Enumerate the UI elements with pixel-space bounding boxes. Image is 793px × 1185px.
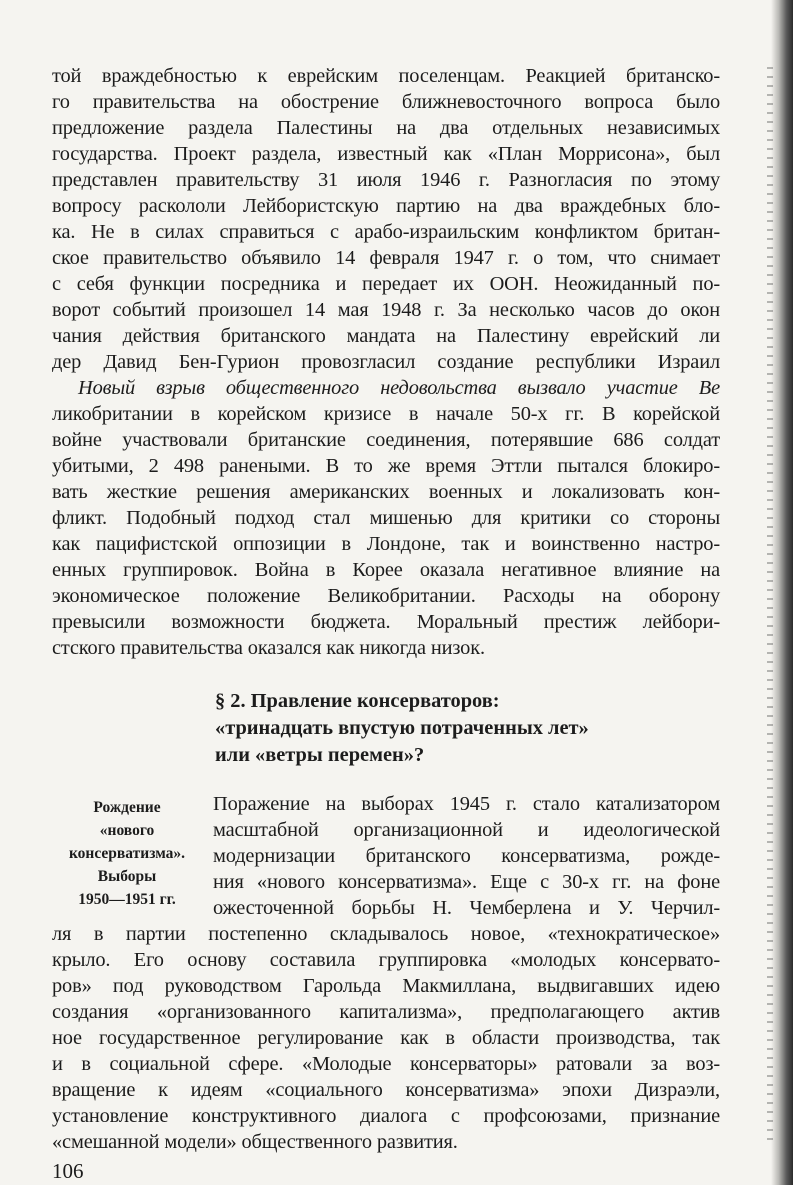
text-line: вопросу раскололи Лейбористскую партию на два враждебных бло- — [52, 195, 720, 217]
margin-note-line: Выборы — [97, 868, 157, 885]
text-line: ское правительство объявило 14 февраля 1947 г. о том, что снимает — [52, 247, 720, 269]
heading-line: «тринадцать впустую потраченных лет» — [215, 717, 589, 739]
text-line: стского правительства оказался как никогда низок. — [52, 637, 485, 659]
text-line: вращение к идеям «социального консерватизма» эпохи Дизраэли, — [52, 1079, 720, 1101]
margin-note-line: консерватизма». — [68, 845, 186, 862]
text-line: ров» под руководством Гарольда Макмиллана, выдвигавших идею — [52, 975, 720, 997]
text-line: модернизации британского консерватизма, рожде- — [213, 845, 720, 867]
text-line: чания действия британского мандата на Палестину еврейский ли — [52, 325, 720, 347]
text-line: дер Давид Бен-Гурион провозгласил создание республики Израил — [52, 351, 720, 373]
text-line: создания «организованного капитализма», предполагающего актив — [52, 1001, 720, 1023]
text-line: как пацифистской оппозиции в Лондоне, так и воинственно настро- — [52, 533, 720, 555]
book-binding-shadow — [771, 0, 793, 1185]
text-line: «смешанной модели» общественного развития. — [52, 1131, 458, 1153]
text-line: ния «нового консерватизма». Еще с 30-х гг. на фоне — [213, 871, 720, 893]
text-line: установление конструктивного диалога с профсоюзами, признание — [52, 1105, 720, 1127]
text-line: ля в партии постепенно складывалось новое, «технократическое» — [52, 923, 720, 945]
text-line: экономическое положение Великобритании. Расходы на оборону — [52, 585, 720, 607]
margin-note-line: «нового — [99, 822, 155, 839]
italic-lead: Новый взрыв общественного недовольства вызвало участие Ве — [78, 377, 720, 399]
text-line: войне участвовали британские соединения, потерявшие 686 солдат — [52, 429, 720, 451]
heading-line: § 2. Правление консерваторов: — [215, 690, 500, 712]
text-line: убитыми, 2 498 ранеными. В то же время Эттли пытался блокиро- — [52, 455, 720, 477]
text-line: Поражение на выборах 1945 г. стало катализатором — [213, 793, 720, 815]
text-line: ожесточенной борьбы Н. Чемберлена и У. Черчил- — [213, 897, 720, 919]
margin-note-line: 1950—1951 гг. — [78, 891, 176, 908]
text-line: енных группировок. Война в Корее оказала негативное влияние на — [52, 559, 720, 581]
text-line: ка. Не в силах справиться с арабо-израильским конфликтом британ- — [52, 221, 720, 243]
text-line: го правительства на обострение ближневосточного вопроса было — [52, 91, 720, 113]
text-line: масштабной организационной и идеологической — [213, 819, 720, 841]
binding-texture — [767, 60, 773, 1140]
text-line: ворот событий произошел 14 мая 1948 г. За несколько часов до окон — [52, 299, 720, 321]
margin-note-line: Рождение — [93, 799, 161, 816]
page-number: 106 — [52, 1159, 84, 1183]
text-line: фликт. Подобный подход стал мишенью для критики со стороны — [52, 507, 720, 529]
text-line: вать жесткие решения американских военных и локализовать кон- — [52, 481, 720, 503]
text-line: крыло. Его основу составила группировка «молодых консервато- — [52, 949, 720, 971]
text-line: предложение раздела Палестины на два отдельных независимых — [52, 117, 720, 139]
text-line: превысили возможности бюджета. Моральный престиж лейбори- — [52, 611, 720, 633]
text-line: той враждебностью к еврейским поселенцам. Реакцией британско- — [52, 65, 720, 87]
text-line: ликобритании в корейском кризисе в начале 50-х гг. В корейской — [52, 403, 720, 425]
text-line: представлен правительству 31 июля 1946 г. Разногласия по этому — [52, 169, 720, 191]
text-line: ное государственное регулирование как в области производства, так — [52, 1027, 720, 1049]
text-line: и в социальной сфере. «Молодые консерваторы» ратовали за воз- — [52, 1053, 720, 1075]
heading-line: или «ветры перемен»? — [215, 744, 425, 766]
text-line — [78, 375, 720, 401]
text-line: государства. Проект раздела, известный как «План Моррисона», был — [52, 143, 720, 165]
text-line: с себя функции посредника и передает их ООН. Неожиданный по- — [52, 273, 720, 295]
